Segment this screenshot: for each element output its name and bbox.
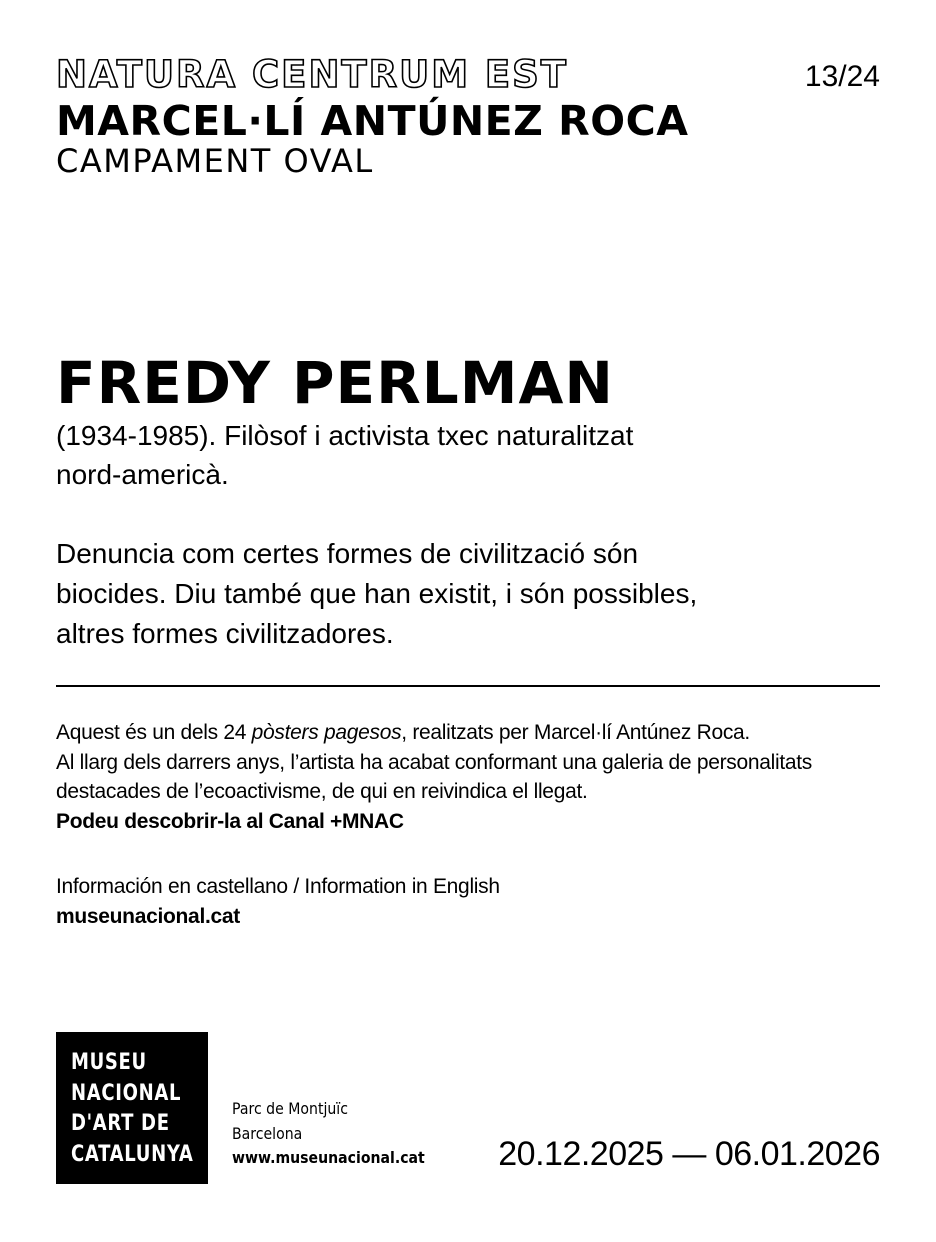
info-line xyxy=(56,718,896,748)
series-title: NATURA CENTRUM EST xyxy=(56,53,569,96)
subject-name: FREDY PERLMAN xyxy=(56,349,614,417)
project-name: CAMPAMENT OVAL xyxy=(56,142,374,180)
logo-line: MUSEU xyxy=(71,1050,147,1075)
address-url[interactable]: www.museunacional.cat xyxy=(232,1148,425,1167)
language-info xyxy=(56,872,500,931)
subject-bio xyxy=(56,416,876,494)
canal-mnac-link[interactable]: Podeu descobrir-la al Canal +MNAC xyxy=(56,809,404,833)
poster-counter: 13/24 xyxy=(804,60,880,93)
exhibition-dates: 20.12.2025 — 06.01.2026 xyxy=(498,1135,880,1173)
divider xyxy=(56,685,880,687)
subject-description xyxy=(56,534,876,654)
logo-line: CATALUNYA xyxy=(71,1141,194,1167)
info-block xyxy=(56,718,896,836)
bio-line: nord-americà. xyxy=(56,459,229,490)
logo-line: D'ART DE xyxy=(71,1111,170,1136)
address-line: Parc de Montjuïc xyxy=(232,1099,348,1118)
info-text: , realitzats per Marcel·lí Antúnez Roca. xyxy=(401,721,750,744)
description-line: Denuncia com certes formes de civilització són xyxy=(56,538,639,569)
website-link[interactable]: museunacional.cat xyxy=(56,904,240,928)
museum-address xyxy=(232,1097,425,1171)
address-line: Barcelona xyxy=(232,1123,303,1143)
info-line xyxy=(56,807,896,837)
info-text: Aquest és un dels 24 xyxy=(56,721,252,744)
info-italic-text: pòsters pagesos xyxy=(251,721,402,744)
language-text: Información en castellano / Information in English xyxy=(56,875,500,898)
logo-line: NACIONAL xyxy=(71,1080,182,1106)
bio-line: (1934-1985). Filòsof i activista txec naturalitzat xyxy=(56,420,634,451)
artist-name: MARCEL·LÍ ANTÚNEZ ROCA xyxy=(56,97,689,145)
description-line: biocides. Diu també que han existit, i són possibles, xyxy=(56,578,698,609)
description-line: altres formes civilitzadores. xyxy=(56,618,394,649)
museum-logo xyxy=(56,1032,208,1184)
info-line: Al llarg dels darrers anys, l’artista ha acabat conformant una galeria de personalitats xyxy=(56,750,812,774)
info-line: destacades de l’ecoactivisme, de qui en reivindica el llegat. xyxy=(56,780,588,803)
